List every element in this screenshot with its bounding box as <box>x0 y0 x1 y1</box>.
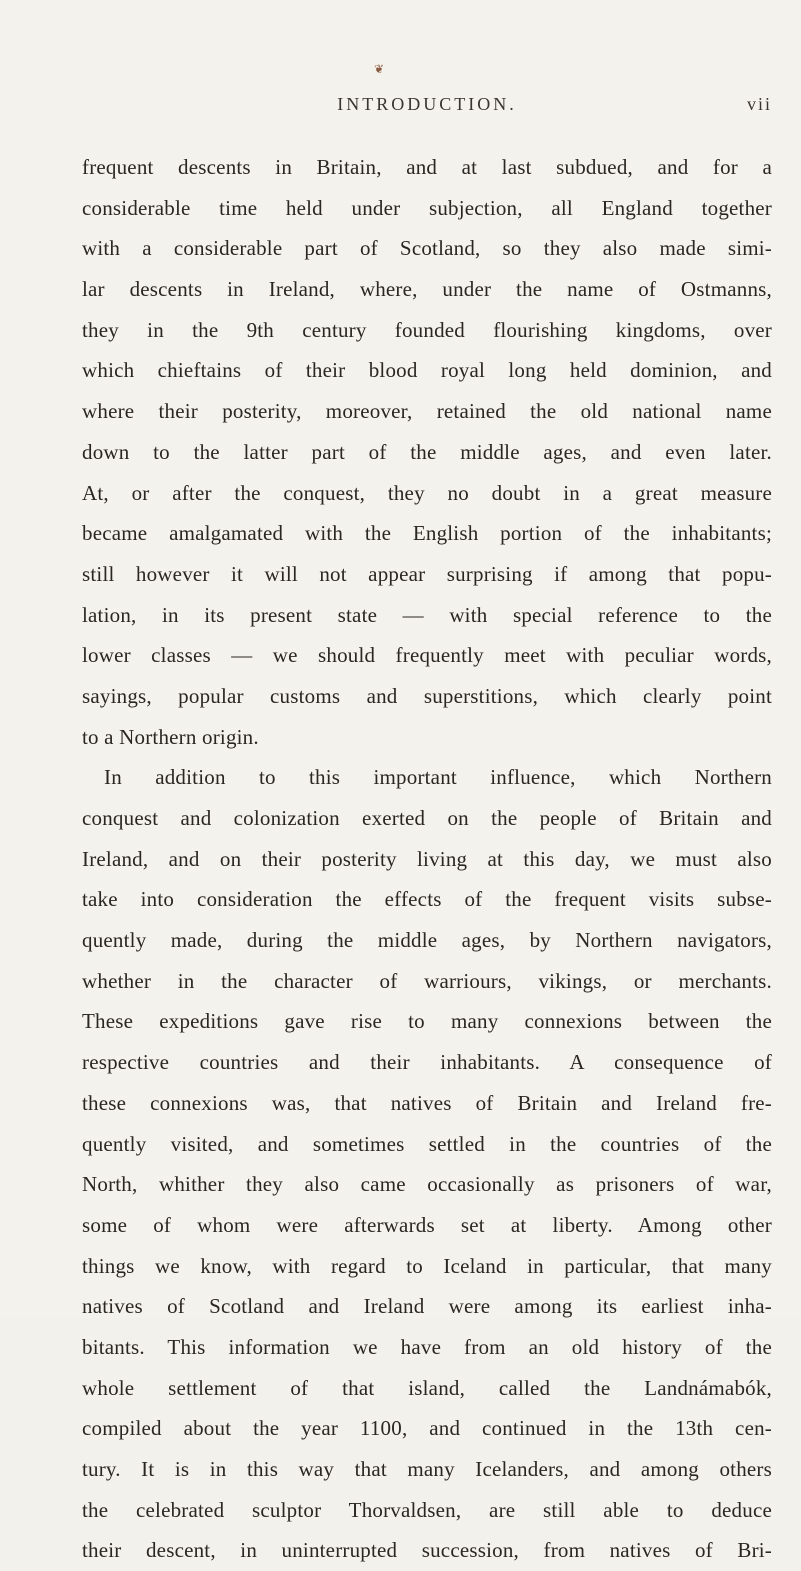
text-line: quently made, during the middle ages, by Northern navigators, <box>82 928 772 953</box>
text-line: conquest and colonization exerted on the people of Britain and <box>82 806 772 830</box>
text-line: which chieftains of their blood royal long held dominion, and <box>82 358 772 383</box>
text-line: respective countries and their inhabitants. A consequence of <box>82 1050 772 1075</box>
page-header <box>82 94 772 118</box>
text-line: Ireland, and on their posterity living at this day, we must also <box>82 846 772 871</box>
text-line: became amalgamated with the English portion of the inhabitants; <box>82 521 772 546</box>
page-number: vii <box>746 94 772 114</box>
running-head: INTRODUCTION. <box>337 94 517 114</box>
text-line: these connexions was, that natives of Britain and Ireland fre- <box>82 1090 772 1115</box>
text-line: sayings, popular customs and superstitions, which clearly point <box>82 683 772 708</box>
text-line: lower classes — we should frequently meet with peculiar words, <box>82 643 772 668</box>
text-line: the celebrated sculptor Thorvaldsen, are still able to deduce <box>82 1497 772 1522</box>
text-line: whether in the character of warriours, vikings, or merchants. <box>82 968 772 993</box>
text-line: down to the latter part of the middle ages, and even later. <box>82 439 772 464</box>
body-text <box>82 147 772 1571</box>
text-line: compiled about the year 1100, and continued in the 13th cen- <box>82 1416 772 1441</box>
text-line: lar descents in Ireland, where, under the name of Ostmanns, <box>82 277 772 302</box>
text-line: considerable time held under subjection, all England together <box>82 195 772 220</box>
text-line: These expeditions gave rise to many connexions between the <box>82 1009 772 1034</box>
text-line: their descent, in uninterrupted succession, from natives of Bri- <box>82 1538 772 1563</box>
text-line: things we know, with regard to Iceland in particular, that many <box>82 1253 772 1278</box>
text-line: take into consideration the effects of the frequent visits subse- <box>82 887 772 912</box>
text-line: lation, in its present state — with special reference to the <box>82 602 772 627</box>
text-line: At, or after the conquest, they no doubt in a great measure <box>82 480 772 505</box>
text-line: quently visited, and sometimes settled in the countries of the <box>82 1131 772 1156</box>
text-line: North, whither they also came occasionally as prisoners of war, <box>82 1172 772 1197</box>
text-line: In addition to this important influence, which Northern <box>104 765 772 790</box>
text-line: to a Northern origin. <box>82 724 259 749</box>
printer-ornament: ❦ <box>374 62 385 76</box>
text-line: whole settlement of that island, called the Landnámabók, <box>82 1375 772 1400</box>
text-line: where their posterity, moreover, retained the old national name <box>82 399 772 424</box>
text-line: they in the 9th century founded flourishing kingdoms, over <box>82 317 772 342</box>
text-line: tury. It is in this way that many Icelanders, and among others <box>82 1457 772 1481</box>
text-line: bitants. This information we have from an old history of the <box>82 1334 772 1359</box>
text-line: with a considerable part of Scotland, so they also made simi- <box>82 236 772 261</box>
text-line: frequent descents in Britain, and at last subdued, and for a <box>82 155 772 179</box>
text-line: still however it will not appear surprising if among that popu- <box>82 561 772 586</box>
text-line: some of whom were afterwards set at liberty. Among other <box>82 1212 772 1237</box>
text-line: natives of Scotland and Ireland were among its earliest inha- <box>82 1294 772 1319</box>
